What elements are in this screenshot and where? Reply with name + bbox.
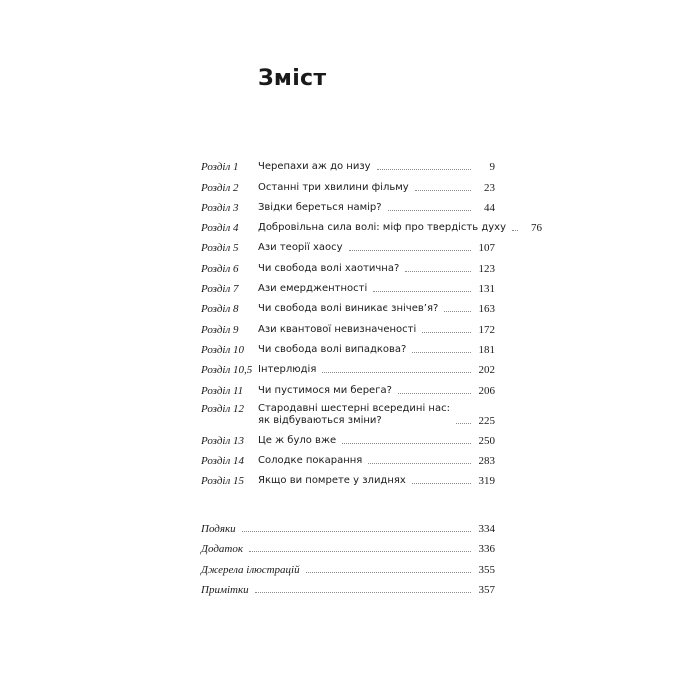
chapter-title: Ази квантової невизначеності [258,323,417,335]
chapter-label: Розділ 8 [201,303,239,316]
back-matter-label: Додаток [201,543,244,555]
back-matter-row [201,518,495,539]
toc-row [201,471,495,491]
toc-row [201,157,495,177]
chapter-title: Звідки береться намір? [258,201,382,213]
chapter-title: Черепахи аж до низу [258,161,371,173]
leader-dots [349,250,471,251]
toc-row [201,401,495,431]
leader-dots [373,291,471,292]
toc-row [201,431,495,451]
chapter-label: Розділ 12 [201,402,244,415]
page-number: 250 [478,434,495,447]
page-number: 202 [478,364,495,377]
chapter-label: Розділ 7 [201,283,239,296]
chapter-label: Розділ 9 [201,323,239,336]
chapter-title: Ази теорії хаосу [258,242,343,254]
leader-dots [412,483,471,484]
leader-dots [512,230,518,231]
toc-row [201,218,542,238]
toc-row [201,198,495,218]
page-number: 23 [484,181,495,194]
chapter-label: Розділ 10 [201,343,244,356]
page-number: 163 [478,303,495,316]
page-number: 355 [478,563,495,576]
page-number: 172 [478,323,495,336]
chapter-label: Розділ 5 [201,242,239,255]
toc-row [201,360,495,380]
chapter-label: Розділ 14 [201,455,244,468]
back-matter-label: Подяки [201,522,236,535]
chapter-label: Розділ 1 [201,161,239,174]
chapter-label: Розділ 13 [201,434,244,447]
page-number: 181 [478,343,495,356]
leader-dots [255,592,471,593]
chapter-title: Чи пустимося ми берега? [258,384,392,396]
page-number: 283 [478,455,495,468]
leader-dots [405,271,471,272]
chapter-title: Добровільна сила волі: міф про твердість духу [258,222,506,234]
page-number: 336 [478,543,495,555]
back-matter-label: Джерела ілюстрацій [201,563,300,576]
chapter-title: Чи свобода волі випадкова? [258,343,407,355]
chapter-label: Розділ 10,5 [201,364,253,377]
toc-row [201,319,495,339]
chapter-title: Чи свобода волі хаотична? [258,262,400,274]
leader-dots [415,190,471,191]
page-number: 357 [478,584,495,596]
leader-dots [342,443,471,444]
leader-dots [422,332,471,333]
leader-dots [306,572,471,573]
leader-dots [368,463,471,464]
leader-dots [377,169,471,170]
page-number: 225 [478,414,495,427]
toc-row [201,238,495,258]
chapter-label: Розділ 11 [201,384,244,397]
page-number: 206 [478,384,495,397]
back-matter-row [201,559,495,580]
back-matter-row [201,580,495,601]
page-number: 334 [478,522,495,535]
leader-dots [388,210,471,211]
chapter-title: Якщо ви помрете у злиднях [258,475,406,487]
toc-row [201,451,495,471]
leader-dots [249,551,471,552]
chapter-label: Розділ 4 [201,222,239,235]
chapter-title: Чи свобода волі виникає знічев’я? [258,303,439,315]
chapter-title-line2: як відбуваються зміни? [258,414,382,426]
back-matter [201,518,495,600]
toc-row [201,177,495,197]
chapter-label: Розділ 2 [201,181,239,194]
back-matter-row [201,539,495,560]
page-number: 131 [478,283,495,296]
toc-row [201,258,495,278]
table-of-contents [201,157,542,491]
chapter-title-line1: Стародавні шестерні всередині нас: [258,402,450,414]
chapter-title: Це ж було вже [258,434,337,446]
page-title: Зміст [258,66,327,91]
leader-dots [412,352,471,353]
leader-dots [242,531,471,532]
leader-dots [322,372,471,373]
page-number: 44 [484,201,495,214]
chapter-title [258,403,450,427]
leader-dots [398,393,471,394]
chapter-title: Ази емерджентності [258,283,368,295]
page-number: 319 [478,475,495,488]
chapter-title: Інтерлюдія [258,364,317,376]
page-number: 123 [478,262,495,275]
chapter-label: Розділ 15 [201,475,244,488]
toc-row [201,340,495,360]
page-number: 9 [489,161,495,174]
chapter-label: Розділ 3 [201,201,239,214]
page-number: 76 [531,222,542,235]
leader-dots [456,423,471,424]
toc-row [201,299,495,319]
page-number: 107 [478,242,495,255]
chapter-title: Солодке покарання [258,455,363,467]
toc-row [201,279,495,299]
back-matter-label: Примітки [201,584,249,596]
leader-dots [444,311,471,312]
chapter-label: Розділ 6 [201,262,239,275]
toc-row [201,380,495,400]
chapter-title: Останні три хвилини фільму [258,181,409,193]
